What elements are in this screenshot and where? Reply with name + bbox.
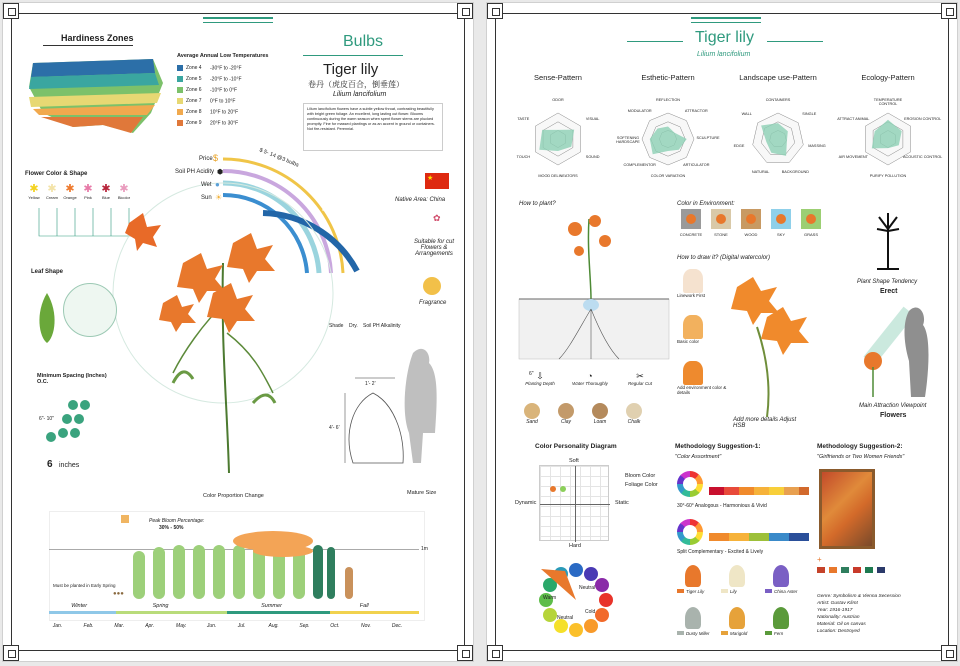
zone-label: Zone 7 [186, 98, 202, 105]
zone-swatch [177, 87, 183, 93]
zone-swatch [177, 76, 183, 82]
bulb-icons: ●●● [113, 591, 124, 597]
split-label: Split Complementary - Excited & Lively [677, 549, 764, 555]
soil-swatch [524, 403, 540, 419]
radar-axis-label: AIR MOVEMENT [838, 155, 868, 159]
method1-title: Methodology Suggestion-1: [675, 443, 761, 450]
companion-label: Fern [765, 631, 809, 636]
radar-axis-label: COLOR VARIATION [650, 174, 686, 178]
flower-star-icon: ✱ [83, 183, 93, 195]
radar-axis-label: EROSION CONTROL [904, 117, 942, 121]
spacing-range: 6"- 10" [39, 416, 54, 422]
wheel-cold: Cold [585, 609, 596, 615]
zone-range: -20°F to -10°F [210, 76, 242, 83]
radar-axis-label: TASTE [517, 117, 530, 121]
season-label: Spring [152, 603, 169, 609]
radar-axis-label: SCULPTURE [696, 136, 720, 140]
season-label: Summer [261, 603, 282, 609]
planting-depth-value: 6" [529, 371, 534, 377]
tolerance-label: High Tolerance [317, 201, 345, 239]
radar-axis-label: WALL [741, 112, 752, 117]
bloom-color-label: Bloom Color [625, 473, 656, 479]
sun-icon: ☀ [215, 193, 223, 202]
pattern-block [503, 73, 613, 193]
zone-row [177, 98, 235, 104]
zone-swatch [177, 120, 183, 126]
zone-label: Zone 6 [186, 87, 202, 94]
art-info-line: Nationality: Austrian [817, 615, 860, 620]
description-box: Lilium lancifolium flowers have a subtle yellow throat, contrasting beautifully with bright green foliage. An excellent, long lasting cut flower. Blooms continuously during the warm season when spent flower stems are plucked promptly. Fine for massed plantings or as an accent in ground or containers. Not fire-resistant. Perennial. [303, 103, 443, 151]
env-item [737, 209, 765, 237]
companion-label: Lily [721, 589, 765, 594]
axis-soft: Soft [569, 458, 579, 464]
latin-name: Lilium lancifolium [333, 91, 387, 98]
category-title: Bulbs [343, 33, 384, 50]
split-palette [709, 533, 809, 541]
wheel-segment [599, 593, 613, 607]
soil-label: Clay [560, 419, 571, 425]
month-label: Jun. [206, 623, 217, 629]
height-range: 4'- 6' [329, 425, 340, 431]
bloom-dot [806, 214, 816, 224]
month-label: Aug. [268, 623, 279, 629]
companion-label: Dusty Miller [677, 631, 721, 636]
zone-row [177, 76, 242, 82]
companion-label: China Aster [765, 589, 809, 594]
companion-label: Marigold [721, 631, 765, 636]
acidity-label: Soil PH Acidity [175, 169, 215, 175]
spacing-unit: inches [59, 462, 80, 469]
wet-label: Wet [201, 182, 212, 188]
step-sketch [683, 315, 703, 339]
env-swatch [681, 209, 701, 229]
analogous-wheel-icon [677, 471, 703, 497]
radar-axis-label: EDGE [733, 144, 745, 149]
plant-shape-icon [873, 209, 903, 273]
flower-color-name: Yellow [28, 195, 40, 200]
season-segment [227, 611, 331, 614]
flower-star-icon: ✱ [65, 183, 75, 195]
soil-item [583, 403, 617, 425]
companion-swatch [721, 589, 728, 593]
pattern-row [503, 73, 943, 193]
month-label: Nov. [361, 623, 371, 629]
wheel-warm: Warm [543, 595, 557, 601]
radar-axis-label: ACOUSTIC CONTROL [903, 155, 943, 159]
width-range: 1'- 2' [365, 381, 376, 387]
personality-grid [539, 465, 609, 541]
peak-bloom-label: Peak Bloom Percentage: [149, 518, 205, 524]
radar-axis-label: TOUCH [516, 155, 531, 159]
env-item [707, 209, 735, 237]
care-item [515, 371, 565, 386]
radar-axis-label: ODOR [552, 98, 564, 102]
personality-title: Color Personality Diagram [535, 443, 617, 450]
env-item [767, 209, 795, 237]
draw-more: Add more details Adjust HSB [733, 417, 797, 429]
china-flag-icon: ★ [425, 173, 449, 189]
pattern-block [613, 73, 723, 193]
companion-swatch [721, 631, 728, 635]
bloom-dot [686, 214, 696, 224]
tiger-lily-illustration [143, 223, 293, 473]
radar-axis-label: REFLECTION [655, 98, 681, 102]
zone-label: Zone 4 [186, 65, 202, 72]
palette-plus-icon: + [817, 555, 822, 564]
radar-axis-label: PURIFY POLLUTION [869, 174, 907, 178]
fragrance-icon [423, 277, 441, 295]
step-label: Add environment color & details [677, 385, 727, 395]
pattern-block [723, 73, 833, 193]
zone-range: -10°F to 0°F [210, 87, 238, 94]
radar-axis-label: CONTAINERS [765, 98, 791, 102]
environment-swatches [677, 209, 837, 245]
flower-color-name: Bicolor [117, 195, 131, 200]
soil-swatch [558, 403, 574, 419]
flower-color-item [25, 183, 43, 200]
env-label: WOOD [744, 232, 758, 237]
companion-item [721, 607, 765, 636]
month-label: Sep. [299, 623, 310, 629]
companion-plants [677, 565, 807, 649]
flower-color-name: Blue [101, 195, 110, 200]
season-segment [49, 611, 116, 614]
planting-diagram [519, 209, 669, 369]
viewpoint-title: Main Attraction Viewpoint [859, 403, 927, 409]
flower-color-title: Flower Color & Shape [25, 171, 88, 177]
leaf-shape-title: Leaf Shape [31, 269, 64, 275]
radar-axis-label: MODULATOR [627, 109, 652, 114]
price-icon: $ [213, 153, 219, 163]
companion-plant-icon [685, 607, 701, 629]
how-to-draw-title: How to draw it? (Digital watercolor) [677, 255, 771, 261]
flower-star-icon: ✱ [101, 183, 111, 195]
leaf-closeup [63, 283, 117, 337]
flower-color-item [61, 183, 79, 200]
radar-axis-label: SINGLE [802, 112, 817, 117]
viewpoint-value: Flowers [880, 412, 907, 419]
month-label: Jan. [52, 623, 63, 629]
step-sketch [683, 269, 703, 293]
art-info-line: Material: Oil on canvas [817, 622, 866, 627]
axis-dynamic: Dynamic [515, 500, 537, 506]
env-label: STONE [714, 232, 728, 237]
radar-chart [723, 73, 833, 193]
month-label: Dec. [391, 623, 403, 629]
radar-axis-label: VISUAL [585, 117, 600, 121]
care-icon: ⇩ [536, 371, 544, 381]
pattern-title: Sense-Pattern [534, 73, 582, 82]
us-map [23, 53, 173, 143]
radar-axis-label: TEMPERATURE CONTROL [873, 98, 903, 106]
care-icons [515, 371, 665, 401]
art-info-line: Genre: Symbolism & Vienna Secession [817, 594, 901, 599]
method2-title: Methodology Suggestion-2: [817, 443, 903, 450]
radar-axis-label: ATTRACT ANIMAL [837, 117, 870, 121]
hardiness-title: Hardiness Zones [61, 33, 134, 43]
height-marker: 1m [421, 546, 428, 552]
spacing-dots [43, 399, 103, 449]
pattern-block [833, 73, 943, 193]
how-to-plant-title: How to plant? [519, 201, 556, 207]
native-area: Native Area: China [395, 197, 446, 203]
month-label: Feb. [83, 623, 94, 629]
companion-plant-icon [729, 607, 745, 629]
single-flower-icon [123, 209, 163, 249]
shade-label: Shade [329, 323, 344, 329]
month-label: Mar. [114, 623, 125, 629]
zone-range: 20°F to 30°F [210, 120, 239, 127]
step-label: Basic color [677, 339, 700, 344]
alkalinity-label: Soil PH Alkalinity [363, 323, 401, 329]
bloom-plants [113, 523, 373, 603]
color-proportion-label: Color Proportion Change [203, 493, 264, 499]
axis-static: Static [615, 500, 629, 506]
month-label: May. [176, 623, 187, 629]
wheel-neutral-2: Neutral [557, 615, 574, 621]
wheel-segment [595, 578, 609, 592]
env-item [677, 209, 705, 237]
radar-axis-label: MOOD DELINEATORS [538, 174, 578, 178]
radar-axis-label: ATTRACTOR [684, 109, 708, 114]
env-label: CONCRETE [679, 232, 703, 237]
soil-item [515, 403, 549, 425]
radar-axis-label: MASSING [808, 144, 826, 149]
radar-axis-label: BACKGROUND [781, 170, 809, 175]
zone-row [177, 120, 238, 126]
env-swatch [711, 209, 731, 229]
method2-sub: "Girlfriends or Two Women Friends" [817, 454, 905, 460]
artwork-info [817, 593, 937, 635]
bloom-dot [746, 214, 756, 224]
art-info-line: Year: 1916-1917 [817, 608, 853, 613]
zone-row [177, 87, 237, 93]
peak-bloom-range: 30% - 50% [159, 525, 184, 531]
env-label: GRASS [803, 232, 818, 237]
companion-plant-icon [773, 607, 789, 629]
companion-swatch [765, 589, 772, 593]
companion-plant-icon [729, 565, 745, 587]
flower-star-icon: ✱ [47, 183, 57, 195]
wheel-segment [584, 567, 598, 581]
season-label: Fall [359, 603, 369, 609]
radar-axis-label: ARTICULATOR [683, 162, 710, 167]
companion-label: Tiger Lily [677, 589, 721, 594]
env-swatch [741, 209, 761, 229]
soil-label: Loam [593, 419, 607, 425]
env-label: SKY [776, 232, 785, 237]
wheel-neutral-1: Neutral [579, 585, 596, 591]
pattern-title: Esthetic-Pattern [641, 73, 695, 82]
flower-color-name: Pink [84, 195, 92, 200]
season-bar [49, 603, 419, 617]
bloom-dot [776, 214, 786, 224]
mature-size-diagram [343, 333, 463, 473]
planting-note: Must be planted in Early Spring [53, 583, 116, 588]
companion-plant-icon [685, 565, 701, 587]
plant-name: Tiger lily [323, 61, 379, 78]
care-label: Water Thoroughly [572, 381, 608, 386]
season-label: Winter [71, 603, 88, 609]
analogous-label: 30°-60° Analogous - Harmonious & Vivid [677, 503, 767, 509]
care-label: Regular Cut [627, 381, 652, 386]
flower-star-icon: ✱ [119, 183, 129, 195]
cut-flower-icon: ✿ [433, 213, 441, 223]
companion-item [765, 565, 809, 594]
mature-size-label: Mature Size [407, 490, 437, 496]
companion-item [721, 565, 765, 594]
zone-range: 0°F to 10°F [210, 98, 236, 105]
wheel-segment [554, 619, 568, 633]
zone-label: Zone 5 [186, 76, 202, 83]
watercolor-lily [727, 267, 817, 417]
klimt-palette [817, 567, 907, 573]
radar-axis-label: SOUND [585, 155, 600, 159]
wheel-segment [569, 563, 583, 577]
page-tiger-lily [486, 2, 958, 662]
color-env-title: Color in Environment: [677, 201, 735, 207]
klimt-painting [819, 469, 875, 549]
suitable-text: Suitable for cut Flowers & Arrangements [413, 239, 455, 257]
page2-latin: Lilium lancifolium [697, 51, 751, 58]
method1-sub: "Color Assortment" [675, 454, 722, 460]
flower-color-item [79, 183, 97, 200]
wheel-segment [569, 623, 583, 637]
soil-list [515, 403, 665, 433]
companion-plant-icon [773, 565, 789, 587]
spacing-title: Minimum Spacing (Inches) O.C. [37, 373, 107, 385]
zone-row [177, 109, 238, 115]
soil-swatch [592, 403, 608, 419]
viewpoint-diagram [859, 301, 939, 401]
flower-color-name: Cream [45, 195, 58, 200]
env-item [797, 209, 825, 237]
split-wheel-icon [677, 519, 703, 545]
wheel-segment [584, 619, 598, 633]
companion-swatch [677, 631, 684, 635]
zone-label: Zone 8 [186, 109, 202, 116]
bloom-dot [716, 214, 726, 224]
analogous-palette [709, 487, 809, 495]
zone-swatch [177, 98, 183, 104]
care-icon: ✂ [636, 371, 644, 381]
step-label: Linework First [677, 293, 706, 298]
month-label: Oct. [330, 623, 340, 629]
season-segment [330, 611, 419, 614]
care-label: Planting Depth [525, 381, 555, 386]
flower-color-name: Orange [63, 195, 77, 200]
fragrance-label: Fragrance [419, 300, 447, 306]
page-bulbs [2, 2, 474, 662]
month-label: Jul. [237, 623, 246, 629]
month-axis [49, 623, 419, 633]
companion-item [677, 565, 721, 594]
companion-item [765, 607, 809, 636]
zone-range: -30°F to -20°F [210, 65, 242, 72]
companion-item [677, 607, 721, 636]
soil-label: Chalk [627, 419, 641, 425]
zone-swatch [177, 109, 183, 115]
season-segment [116, 611, 227, 614]
water-icon: ● [215, 180, 220, 189]
acidity-icon: ⬢ [217, 169, 224, 176]
wheel-segment [595, 608, 609, 622]
foliage-color-label: Foliage Color [625, 482, 658, 488]
legend-title: Average Annual Low Temperatures [177, 53, 269, 59]
care-item [565, 371, 615, 386]
zone-range: 10°F to 20°F [210, 109, 239, 116]
plant-shape-title: Plant Shape Tendency [857, 279, 918, 285]
pattern-title: Landscape use-Pattern [739, 73, 817, 82]
soil-item [549, 403, 583, 425]
art-info-line: Location: Destroyed [817, 629, 860, 634]
dry-label: Dry. [349, 323, 358, 329]
peak-bloom-icon [121, 515, 129, 523]
env-swatch [801, 209, 821, 229]
step-sketch [683, 361, 703, 385]
care-item [615, 371, 665, 386]
companion-swatch [677, 589, 684, 593]
zone-row [177, 65, 242, 71]
art-info-line: Artist: Gustav Klimt [817, 601, 858, 606]
month-label: Apr. [145, 623, 155, 629]
flower-color-item [43, 183, 61, 200]
page2-title: Tiger lily [695, 29, 754, 46]
radar-axis-label: COMPLEMENTOR [623, 162, 656, 167]
env-swatch [771, 209, 791, 229]
spacing-value: 6 [47, 459, 53, 470]
zone-label: Zone 9 [186, 120, 202, 127]
plant-name-cn: 卷丹（虎皮百合，倒垂莲） [308, 80, 404, 89]
price-value: $ 5- 14 @3 bulbs [258, 147, 300, 169]
flower-star-icon: ✱ [29, 183, 39, 195]
radar-axis-label: NATURAL [751, 170, 770, 175]
sun-label: Sun [201, 195, 212, 201]
wheel-segment [543, 608, 557, 622]
price-label: Price [199, 156, 213, 162]
leaf-icon [37, 293, 57, 343]
pattern-title: Ecology-Pattern [861, 73, 915, 82]
soil-label: Sand [526, 419, 538, 425]
care-icon: ◔ [587, 371, 593, 381]
zone-swatch [177, 65, 183, 71]
plant-shape-value: Erect [880, 288, 898, 295]
axis-hard: Hard [569, 543, 581, 549]
soil-item [617, 403, 651, 425]
companion-swatch [765, 631, 772, 635]
soil-swatch [626, 403, 642, 419]
radar-axis-label: SOFTENING HARDSCAPE [616, 136, 640, 144]
